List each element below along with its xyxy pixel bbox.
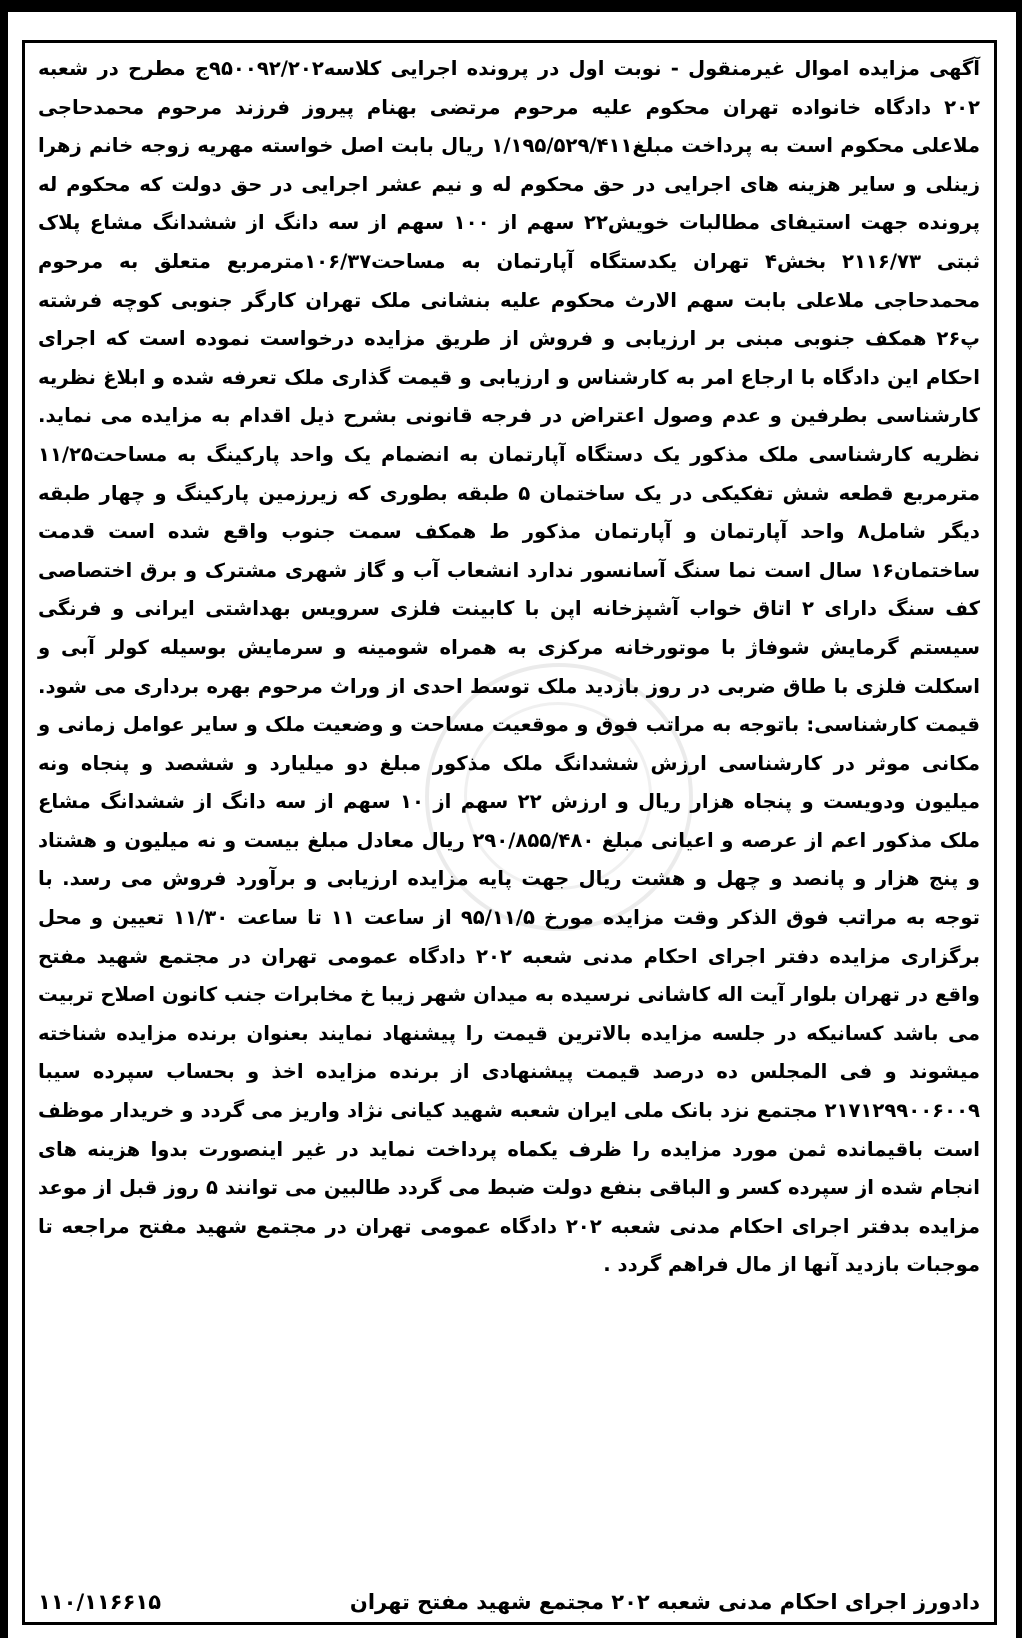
- right-border: [1016, 0, 1022, 1638]
- notice-footer: [38, 1582, 980, 1622]
- auction-notice-text: آگهی مزایده اموال غیرمنقول - نوبت اول در پرونده اجرایی کلاسه۹۵۰۰۹۲/۲۰۲ج مطرح در شعبه ۲۰۲ دادگاه خانواده تهران محکوم علیه مرحوم مرتضی بهنام پیروز فرزند مرحوم محمدحاجی ملاعلی محکوم است به پرداخت مبلغ۱/۱۹۵/۵۲۹/۴۱۱ ریال بابت اصل خواسته مهریه زوجه خانم زهرا زینلی و سایر هزینه های اجرایی در حق محکوم له و نیم عشر اجرایی در حق دولت که محکوم له پرونده جهت استیفای مطالبات خویش۲۲ سهم از ۱۰۰ سهم از سه دانگ از ششدانگ مشاع پلاک ثبتی ۲۱۱۶/۷۳ بخش۴ تهران یکدستگاه آپارتمان به مساحت۱۰۶/۳۷مترمربع متعلق به مرحوم محمدحاجی ملاعلی بابت سهم الارث محکوم علیه بنشانی ملک تهران کارگر جنوبی کوچه فرشته پ۲۶ همکف جنوبی مبنی بر ارزیابی و فروش از طریق مزایده درخواست نموده است که اجرای احکام این دادگاه با ارجاع امر به کارشناس و ارزیابی و قیمت گذاری ملک تعرفه شده و ابلاغ نظریه کارشناسی بطرفین و عدم وصول اعتراض در فرجه قانونی بشرح ذیل اقدام به مزایده می نماید. نظریه کارشناسی ملک مذکور یک دستگاه آپارتمان به انضمام یک واحد پارکینگ به مساحت۱۱/۲۵ مترمربع قطعه شش تفکیکی در یک ساختمان ۵ طبقه بطوری که زیرزمین پارکینگ و چهار طبقه دیگر شامل۸ واحد آپارتمان و آپارتمان مذکور ط همکف سمت جنوب واقع شده است قدمت ساختمان۱۶ سال است نما سنگ آسانسور ندارد انشعاب آب و گاز شهری مشترک و برق اختصاصی کف سنگ دارای ۲ اتاق خواب آشپزخانه اپن با کابینت فلزی سرویس بهداشتی ایرانی و فرنگی سیستم گرمایش شوفاژ با موتورخانه مرکزی به همراه شومینه و سرمایش بوسیله کولر آبی و اسکلت فلزی با طاق ضربی در روز بازدید ملک توسط احدی از وراث مرحوم بهره برداری می شود. قیمت کارشناسی: باتوجه به مراتب فوق و موقعیت مساحت و وضعیت ملک و سایر عوامل زمانی و مکانی موثر در کارشناسی ارزش ششدانگ ملک مذکور مبلغ دو میلیارد و ششصد و پنجاه ونه میلیون ودویست و پنجاه هزار ریال و ارزش ۲۲ سهم از ۱۰ سهم از سه دانگ از ششدانگ مشاع ملک مذکور اعم از عرصه و اعیانی مبلغ ۲۹۰/۸۵۵/۴۸۰ ریال معادل مبلغ بیست و نه میلیون و هشتاد و پنج هزار و پانصد و چهل و هشت ریال جهت پایه مزایده ارزیابی و برآورد فروش می رسد. با توجه به مراتب فوق الذکر وقت مزایده مورخ ۹۵/۱۱/۵ از ساعت ۱۱ تا ساعت ۱۱/۳۰ تعیین و محل برگزاری مزایده دفتر اجرای احکام مدنی شعبه ۲۰۲ دادگاه عمومی تهران در مجتمع شهید مفتح واقع در تهران بلوار آیت اله کاشانی نرسیده به میدان شهر زیبا خ مخابرات جنب کانون اصلاح تربیت می باشد کسانیکه در جلسه مزایده بالاترین قیمت را پیشنهاد نمایند بعنوان برنده مزایده شناخته میشوند و فی المجلس ده درصد قیمت پیشنهادی از برنده مزایده اخذ و بحساب سپرده سیبا ۲۱۷۱۲۹۹۰۰۶۰۰۹ مجتمع نزد بانک ملی ایران شعبه شهید کیانی نژاد واریز می گردد و خریدار موظف است باقیمانده ثمن مورد مزایده را ظرف یکماه پرداخت نماید در غیر اینصورت بدوا هزینه های انجام شده از سپرده کسر و الباقی بنفع دولت ضبط می گردد طالبین می توانند ۵ روز قبل از موعد مزایده بدفتر اجرای احکام مدنی شعبه ۲۰۲ دادگاه عمومی تهران در مجتمع شهید مفتح مراجعه تا موجبات بازدید آنها از مال فراهم گردد .: [38, 57, 981, 1277]
- left-border: [0, 0, 8, 1638]
- footer-signature: دادورز اجرای احکام مدنی شعبه ۲۰۲ مجتمع شهید مفتح تهران: [349, 1590, 980, 1614]
- top-border: [0, 0, 1022, 12]
- footer-code: ۱۱۰/۱۱۶۶۱۵: [38, 1590, 162, 1614]
